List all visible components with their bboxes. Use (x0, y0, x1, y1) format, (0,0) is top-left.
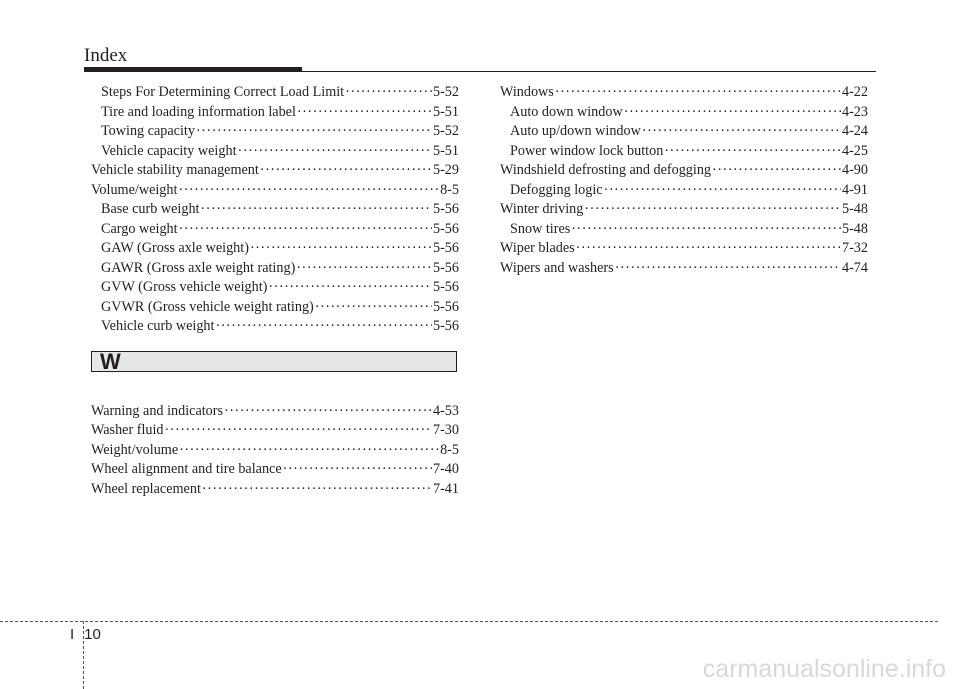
index-entry-page: 4-90 (841, 162, 868, 178)
index-column-right (500, 83, 868, 278)
index-entry-text: GVWR (Gross vehicle weight rating) (101, 298, 314, 315)
index-entry-page: 5-56 (432, 279, 459, 295)
index-entry (91, 402, 459, 422)
index-entry-text: Vehicle capacity weight (101, 142, 237, 159)
index-entry-page: 4-74 (841, 259, 868, 276)
index-entry-page: 5-56 (432, 318, 459, 334)
index-entry-text: Washer fluid (91, 422, 164, 438)
index-group (91, 402, 459, 500)
dot-leader (179, 441, 439, 461)
dot-leader (196, 122, 432, 142)
index-entry-text: Warning and indicators (91, 402, 224, 419)
dot-leader (712, 161, 841, 181)
index-entry (500, 259, 868, 279)
index-entry-text: Towing capacity (101, 123, 195, 139)
index-entry (500, 103, 868, 123)
index-entry-page: 5-48 (841, 201, 868, 217)
dot-leader (201, 200, 432, 220)
index-entry-page: 4-91 (841, 181, 868, 198)
dot-leader (165, 421, 432, 441)
index-entry-text: Power window lock button (510, 142, 664, 159)
index-entry-text: Defogging logic (510, 181, 603, 198)
index-entry-page: 7-41 (432, 480, 459, 497)
dot-leader (345, 83, 432, 103)
index-entry-page: 5-56 (432, 240, 459, 256)
index-entry-text: Auto down window (510, 103, 623, 120)
dot-leader (268, 278, 432, 298)
dot-leader (215, 317, 432, 337)
page-number (70, 626, 101, 643)
index-entry-text: Windows (500, 84, 554, 100)
page-title: Index (84, 45, 128, 66)
index-entry-text: Vehicle curb weight (101, 318, 215, 334)
index-entry (91, 441, 459, 461)
index-entry-page: 4-22 (841, 84, 868, 100)
index-entry-page: 4-23 (841, 103, 868, 120)
index-entry (91, 220, 459, 240)
index-entry-page: 5-56 (432, 259, 459, 276)
index-entry-page: 8-5 (440, 441, 459, 458)
index-entry-page: 5-56 (432, 220, 459, 237)
index-entry (91, 161, 459, 181)
dot-leader (315, 298, 432, 318)
index-entry (500, 83, 868, 103)
index-entry (91, 317, 459, 337)
index-entry (91, 278, 459, 298)
index-entry-page: 4-25 (841, 142, 868, 159)
dot-leader (260, 161, 432, 181)
index-entry-page: 5-51 (432, 142, 459, 159)
dot-leader (642, 122, 841, 142)
index-entry-text: GAW (Gross axle weight) (101, 240, 249, 256)
index-entry-text: Tire and loading information label (101, 103, 296, 120)
footer-rule (0, 621, 938, 622)
watermark: carmanualsonline.info (702, 655, 946, 683)
index-entry-text: Windshield defrosting and defogging (500, 162, 712, 178)
index-entry-page: 5-48 (841, 220, 868, 237)
index-entry-page: 5-52 (432, 84, 459, 100)
index-group (500, 83, 868, 278)
dot-leader (296, 259, 432, 279)
dot-leader (178, 181, 439, 201)
index-entry-page: 5-56 (432, 201, 459, 217)
dot-leader (604, 181, 841, 201)
index-entry-page: 4-53 (432, 402, 459, 419)
index-entry-text: Wheel alignment and tire balance (91, 461, 282, 477)
dot-leader (224, 402, 432, 422)
index-entry-page: 8-5 (440, 181, 459, 198)
index-entry-text: Winter driving (500, 201, 584, 217)
dot-leader (576, 239, 841, 259)
index-entry (500, 181, 868, 201)
index-entry (91, 421, 459, 441)
index-entry-text: Volume/weight (91, 181, 178, 198)
index-entry (500, 142, 868, 162)
dot-leader (179, 220, 432, 240)
index-entry (91, 480, 459, 500)
index-entry-text: Auto up/down window (510, 123, 641, 139)
index-entry-text: Base curb weight (101, 201, 200, 217)
index-entry-page: 5-29 (432, 162, 459, 178)
dot-leader (297, 103, 432, 123)
index-entry (91, 181, 459, 201)
index-entry-page: 7-32 (841, 240, 868, 256)
index-entry-text: Cargo weight (101, 220, 178, 237)
header-rule (84, 71, 876, 72)
page-num: 10 (84, 626, 101, 643)
index-entry-text: Weight/volume (91, 441, 179, 458)
dot-leader (664, 142, 841, 162)
dot-leader (283, 460, 432, 480)
index-column-left (91, 83, 459, 499)
dot-leader (250, 239, 432, 259)
index-entry-text: GAWR (Gross axle weight rating) (101, 259, 296, 276)
index-entry-text: Steps For Determining Correct Load Limit (101, 84, 345, 100)
index-entry-page: 5-52 (432, 123, 459, 139)
index-entry (91, 103, 459, 123)
index-entry (91, 200, 459, 220)
index-entry-text: Wipers and washers (500, 259, 614, 276)
index-entry-text: GVW (Gross vehicle weight) (101, 279, 268, 295)
index-entry-page: 5-51 (432, 103, 459, 120)
index-entry (91, 122, 459, 142)
index-entry (91, 460, 459, 480)
index-entry (91, 83, 459, 103)
section-letter: W (100, 348, 121, 374)
index-entry-text: Vehicle stability management (91, 162, 259, 178)
section-letter-bar (91, 348, 457, 374)
index-entry-text: Snow tires (510, 220, 571, 237)
dot-leader (571, 220, 841, 240)
dot-leader (624, 103, 841, 123)
dot-leader (615, 259, 841, 279)
index-entry (91, 259, 459, 279)
index-entry (500, 239, 868, 259)
index-entry (500, 220, 868, 240)
dot-leader (238, 142, 432, 162)
index-entry-text: Wheel replacement (91, 480, 201, 497)
index-entry-page: 7-30 (432, 422, 459, 438)
index-entry-page: 4-24 (841, 123, 868, 139)
index-entry-text: Wiper blades (500, 240, 575, 256)
index-entry (91, 239, 459, 259)
page-section: I (70, 626, 75, 643)
index-entry-page: 7-40 (432, 461, 459, 477)
dot-leader (555, 83, 841, 103)
index-entry (500, 200, 868, 220)
index-entry (91, 298, 459, 318)
index-entry (91, 142, 459, 162)
index-entry (500, 161, 868, 181)
index-group (91, 83, 459, 337)
index-entry (500, 122, 868, 142)
dot-leader (202, 480, 432, 500)
dot-leader (584, 200, 841, 220)
index-entry-page: 5-56 (432, 298, 459, 315)
